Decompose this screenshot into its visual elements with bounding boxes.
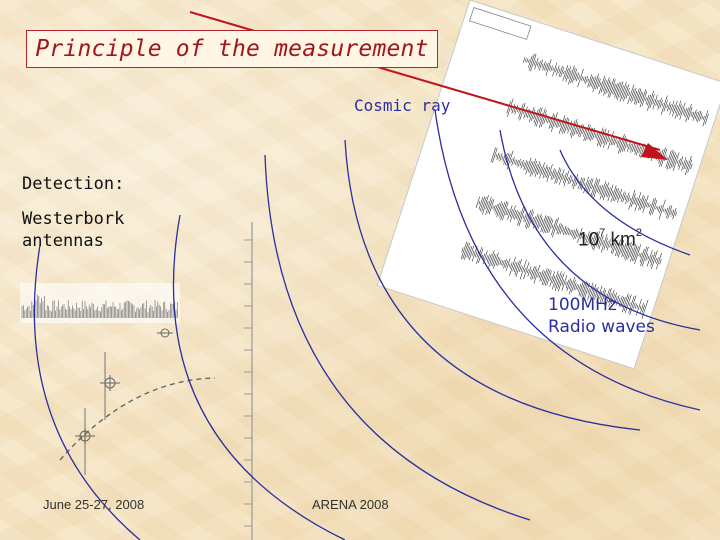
footer-date: June 25-27, 2008 <box>43 497 145 512</box>
antenna-marker <box>157 329 173 337</box>
footer-event: ARENA 2008 <box>312 497 389 512</box>
area-unit-exponent: 2 <box>635 227 642 239</box>
area-unit: km <box>610 229 636 251</box>
antenna-map <box>20 222 252 540</box>
area-exponent: 7 <box>599 227 606 239</box>
area-label <box>578 229 642 251</box>
detection-label: Detection: <box>22 174 125 194</box>
page-title: Principle of the measurement <box>35 36 429 62</box>
antennas-label: Westerbork antennas <box>22 209 125 251</box>
antenna-marker <box>100 375 120 391</box>
radio-wavefront <box>173 215 345 540</box>
area-base: 10 <box>578 229 600 251</box>
radio-waves-text: Radio waves <box>548 317 655 337</box>
radio-frequency: 100MHz <box>548 295 617 315</box>
title-box <box>26 30 438 68</box>
cosmic-ray-label: Cosmic ray <box>354 96 451 115</box>
antenna-marker <box>75 428 95 444</box>
radio-waves-label <box>548 294 655 338</box>
